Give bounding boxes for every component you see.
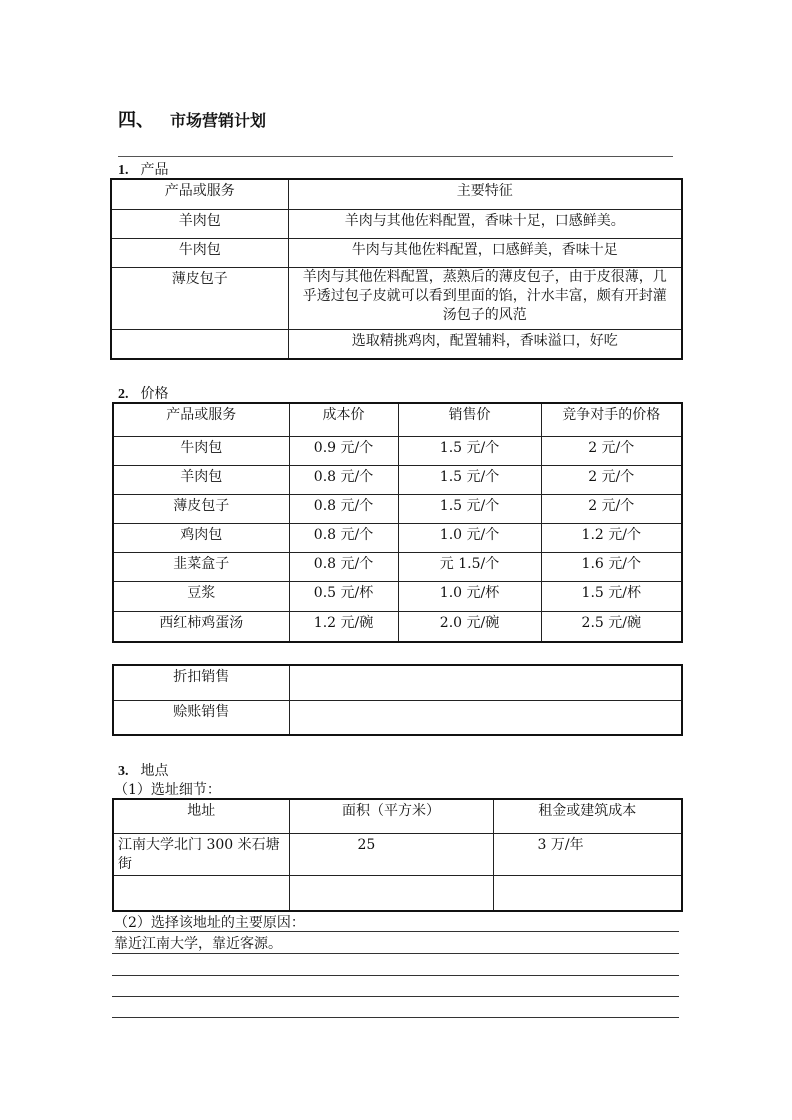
table-row: 牛肉包 牛肉与其他佐料配置，口感鲜美，香味十足	[111, 238, 682, 267]
table-row: 牛肉包 0.9 元/个 1.5 元/个 2 元/个	[113, 436, 682, 465]
answer-line	[112, 975, 679, 976]
table-row: 选取精挑鸡肉，配置辅料，香味溢口，好吃	[111, 329, 682, 359]
table-row: 鸡肉包 0.8 元/个 1.0 元/个 1.2 元/个	[113, 523, 682, 552]
heading-number: 四、	[118, 110, 154, 131]
table-row: 西红柿鸡蛋汤 1.2 元/碗 2.0 元/碗 2.5 元/碗	[113, 611, 682, 642]
sales-terms-table	[112, 664, 683, 736]
price-table	[112, 402, 683, 643]
table-row: 薄皮包子 羊肉与其他佐料配置，蒸熟后的薄皮包子，由于皮很薄，几乎透过包子皮就可以看到里面的馅，汁水丰富，颇有开封灌汤包子的风范	[111, 267, 682, 329]
site-reason-label: （2）选择该地址的主要原因：	[114, 915, 305, 931]
table-row: 豆浆 0.5 元/杯 1.0 元/杯 1.5 元/杯	[113, 581, 682, 611]
credit-sales-cell	[289, 700, 682, 735]
section-price-title: 2. 价格	[118, 386, 169, 402]
section-location-title: 3. 地点	[118, 763, 169, 779]
page-heading	[118, 106, 266, 132]
table-header-row: 产品或服务 主要特征	[111, 179, 682, 209]
section-product-title: 1. 产品	[118, 162, 169, 178]
table-row: 江南大学北门 300 米石塘街 25 3 万/年	[113, 833, 682, 875]
table-row: 羊肉包 羊肉与其他佐料配置，香味十足，口感鲜美。	[111, 209, 682, 238]
discount-sales-cell	[289, 665, 682, 700]
table-row	[113, 875, 682, 911]
table-header-row: 产品或服务 成本价 销售价 竞争对手的价格	[113, 403, 682, 436]
table-row: 赊账销售	[113, 700, 682, 735]
site-details-label: （1）选址细节：	[114, 782, 221, 798]
location-table	[112, 798, 683, 912]
table-header-row: 地址 面积（平方米） 租金或建筑成本	[113, 799, 682, 833]
product-table	[110, 178, 683, 360]
table-row: 折扣销售	[113, 665, 682, 700]
heading-title: 市场营销计划	[170, 111, 267, 130]
table-row: 韭菜盒子 0.8 元/个 元 1.5/个 1.6 元/个	[113, 552, 682, 581]
site-reason-text: 靠近江南大学，靠近客源。	[114, 936, 282, 952]
answer-line	[112, 996, 679, 997]
table-row: 薄皮包子 0.8 元/个 1.5 元/个 2 元/个	[113, 494, 682, 523]
answer-line	[112, 953, 679, 954]
answer-line	[112, 1017, 679, 1018]
divider	[118, 156, 673, 157]
answer-line	[112, 931, 679, 932]
table-row: 羊肉包 0.8 元/个 1.5 元/个 2 元/个	[113, 465, 682, 494]
